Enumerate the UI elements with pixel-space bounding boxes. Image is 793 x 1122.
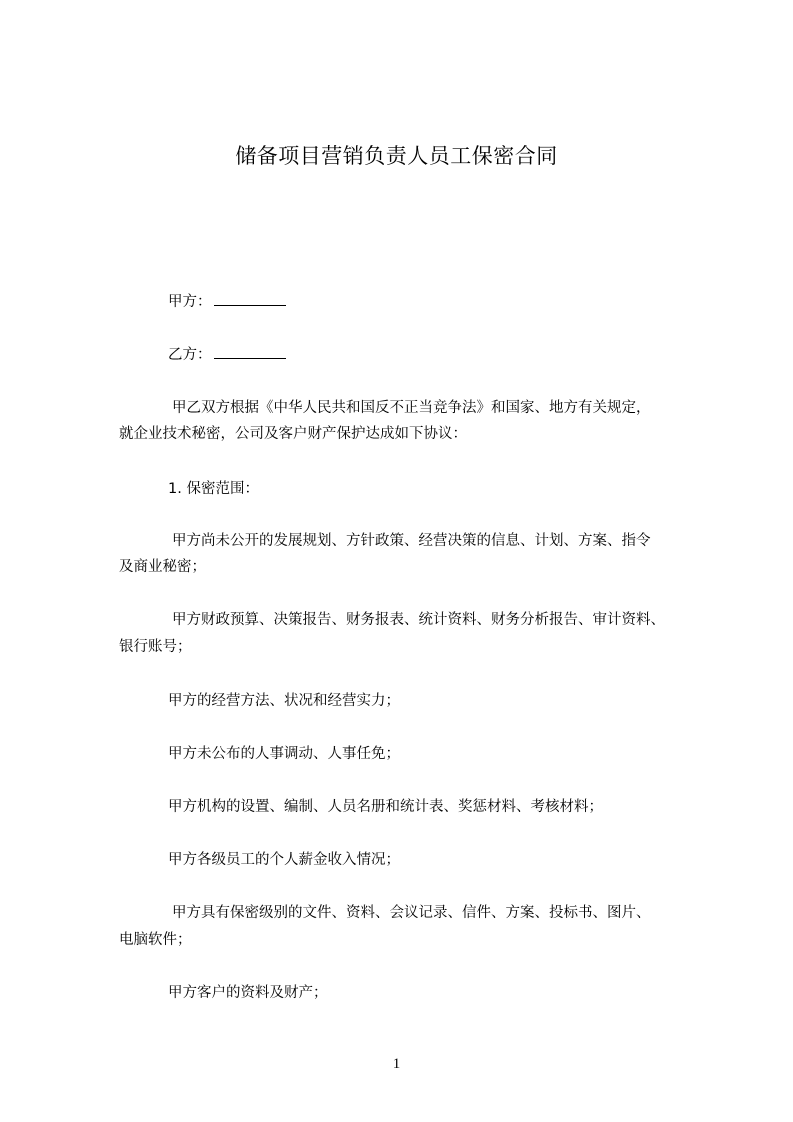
party-b-label: 乙方：	[168, 347, 212, 363]
item3: 甲方的经营方法、状况和经营实力；	[168, 693, 400, 709]
party-b-blank[interactable]	[214, 344, 286, 359]
party-a-label: 甲方：	[168, 294, 212, 310]
page-number: 1	[392, 1056, 401, 1072]
item2-line-1: 甲方财政预算、决策报告、财务报表、统计资料、财务分析报告、审计资料、	[172, 612, 665, 628]
party-a-line	[168, 291, 286, 312]
item4: 甲方未公布的人事调动、人事任免；	[168, 746, 400, 762]
intro-line-1: 甲乙双方根据《中华人民共和国反不正当竞争法》和国家、地方有关规定，	[172, 400, 651, 416]
item1-line-1: 甲方尚未公开的发展规划、方针政策、经营决策的信息、计划、方案、指令	[172, 533, 651, 549]
party-a-blank[interactable]	[214, 291, 286, 306]
section1-heading: 1. 保密范围：	[168, 481, 259, 497]
intro-line-2: 就企业技术秘密，公司及客户财产保护达成如下协议：	[119, 426, 467, 442]
item6: 甲方各级员工的个人薪金收入情况；	[168, 852, 400, 868]
document-title: 储备项目营销负责人员工保密合同	[235, 144, 558, 168]
item8: 甲方客户的资料及财产；	[168, 985, 328, 1001]
item5: 甲方机构的设置、编制、人员名册和统计表、奖惩材料、考核材料；	[168, 799, 603, 815]
item7-line-1: 甲方具有保密级别的文件、资料、会议记录、信件、方案、投标书、图片、	[172, 905, 651, 921]
party-b-line	[168, 344, 286, 365]
item2-line-2: 银行账号；	[119, 639, 192, 655]
item7-line-2: 电脑软件；	[119, 932, 192, 948]
item1-line-2: 及商业秘密；	[119, 559, 206, 575]
